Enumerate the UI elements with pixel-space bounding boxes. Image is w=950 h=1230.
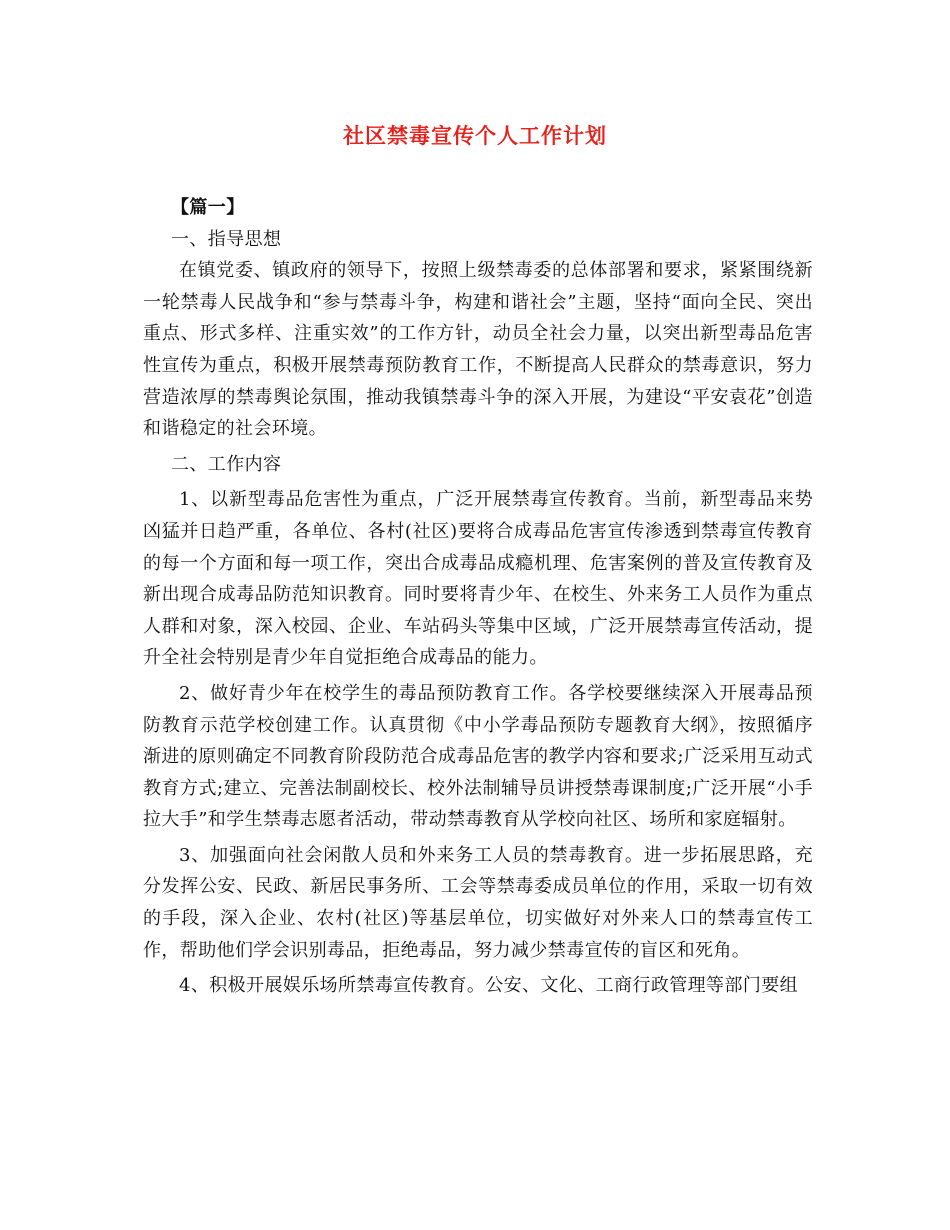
section-heading-guiding-ideology: 一、指导思想 (171, 228, 282, 250)
section-heading-work-content: 二、工作内容 (171, 453, 282, 475)
paragraph-guiding-ideology: 在镇党委、镇政府的领导下，按照上级禁毒委的总体部署和要求，紧紧围绕新一轮禁毒人民战争和“参与禁毒斗争，构建和谐社会”主题，坚持“面向全民、突出重点、形式多样、注重实效”的工作方针，动员全社会力量，以突出新型毒品危害性宣传为重点，积极开展禁毒预防教育工作，不断提高人民群众的禁毒意识，努力营造浓厚的禁毒舆论氛围，推动我镇禁毒斗争的深入开展，为建设“平安袁花”创造和谐稳定的社会环境。 (143, 260, 813, 440)
paragraph-item-2: 2、做好青少年在校学生的毒品预防教育工作。各学校要继续深入开展毒品预防教育示范学校创建工作。认真贯彻《中小学毒品预防专题教育大纲》，按照循序渐进的原则确定不同教育阶段防范合成毒品危害的教学内容和要求;广泛采用互动式教育方式;建立、完善法制副校长、校外法制辅导员讲授禁毒课制度;广泛开展“小手拉大手”和学生禁毒志愿者活动，带动禁毒教育从学校向社区、场所和家庭辐射。 (143, 682, 813, 831)
document-title: 社区禁毒宣传个人工作计划 (343, 123, 607, 148)
section-tag: 【篇一】 (171, 197, 245, 218)
paragraph-item-3: 3、加强面向社会闲散人员和外来务工人员的禁毒教育。进一步拓展思路，充分发挥公安、民政、新居民事务所、工会等禁毒委成员单位的作用，采取一切有效的手段，深入企业、农村(社区)等基层单位，切实做好对外来人口的禁毒宣传工作，帮助他们学会识别毒品，拒绝毒品，努力减少禁毒宣传的盲区和死角。 (143, 844, 813, 961)
document-body (143, 192, 813, 1002)
paragraph-item-1: 1、以新型毒品危害性为重点，广泛开展禁毒宣传教育。当前，新型毒品来势凶猛并日趋严重，各单位、各村(社区)要将合成毒品危害宣传渗透到禁毒宣传教育的每一个方面和每一项工作，突出合成毒品成瘾机理、危害案例的普及宣传教育及新出现合成毒品防范知识教育。同时要将青少年、在校生、外来务工人员作为重点人群和对象，深入校园、企业、车站码头等集中区域，广泛开展禁毒宣传活动，提升全社会特别是青少年自觉拒绝合成毒品的能力。 (143, 489, 813, 669)
paragraph-item-4: 4、积极开展娱乐场所禁毒宣传教育。公安、文化、工商行政管理等部门要组 (179, 975, 799, 997)
